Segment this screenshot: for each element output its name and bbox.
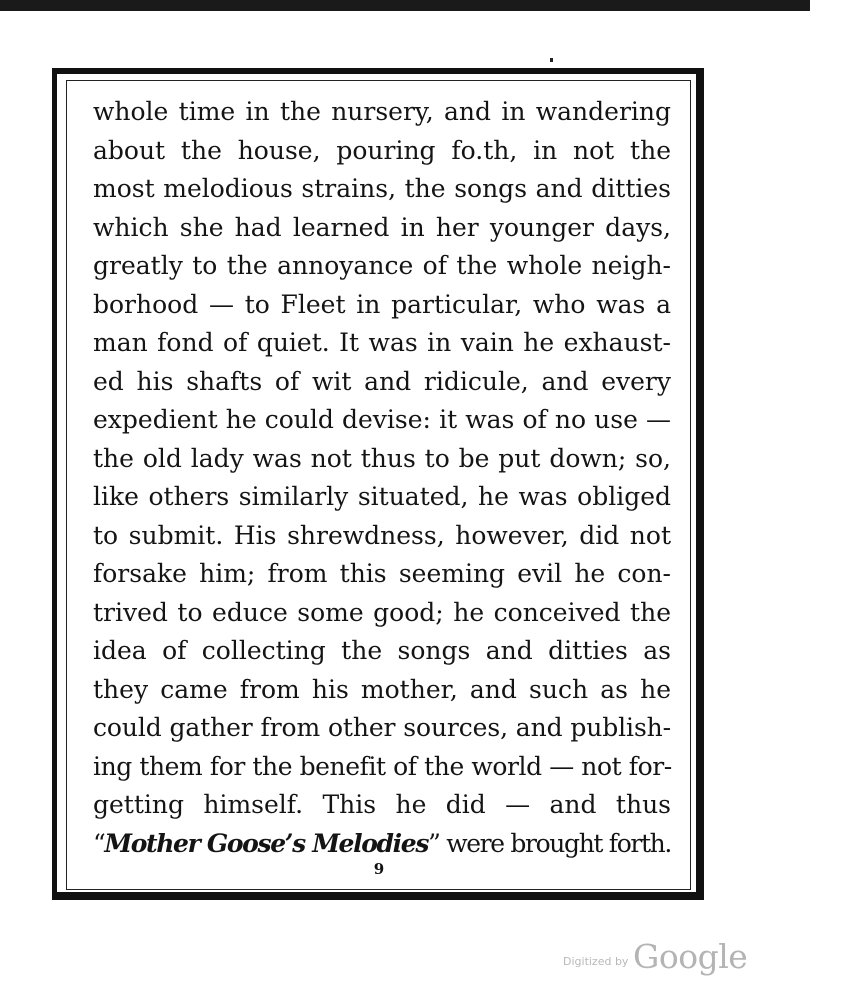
text-line: ed his shafts of wit and ridicule, and every xyxy=(93,366,671,396)
text-line: trived to educe some good; he conceived the xyxy=(93,597,671,627)
google-logo: Google xyxy=(633,937,748,976)
digitization-watermark xyxy=(563,937,748,977)
page-number: 9 xyxy=(373,860,385,878)
text-line: idea of collecting the songs and ditties as xyxy=(93,636,671,665)
text-line: could gather from other sources, and publish- xyxy=(93,713,671,742)
text-line: getting himself. This he did — and thus xyxy=(93,790,671,819)
text-line: man fond of quiet. It was in vain he exhaust- xyxy=(93,328,671,357)
close-quote: ” xyxy=(428,828,440,858)
text-line: most melodious strains, the songs and ditties xyxy=(93,174,671,203)
book-title: Mother Goose’s Melodies xyxy=(104,828,429,858)
digitized-by-label: Digitized by xyxy=(563,955,629,968)
top-edge-rule xyxy=(0,0,810,11)
text-line: borhood — to Fleet in particular, who was a xyxy=(93,289,671,319)
ink-speck xyxy=(550,58,553,62)
text-line: greatly to the annoyance of the whole neigh- xyxy=(93,251,671,280)
text-line: like others similarly situated, he was obliged xyxy=(93,482,671,511)
text-line: forsake him; from this seeming evil he con- xyxy=(93,559,671,588)
text-line: to submit. His shrewdness, however, did not xyxy=(93,520,671,550)
open-quote: “ xyxy=(93,828,105,858)
closing-text: were brought forth. xyxy=(439,828,671,858)
closing-line xyxy=(93,825,671,864)
text-line: which she had learned in her younger days, xyxy=(93,212,671,242)
text-line: about the house, pouring fo.th, in not the xyxy=(93,135,671,165)
text-line: ing them for the benefit of the world — not for- xyxy=(93,751,672,781)
text-line: the old lady was not thus to be put down; so, xyxy=(93,443,671,473)
text-line: expedient he could devise: it was of no use — xyxy=(93,405,671,434)
body-text xyxy=(93,93,671,863)
text-line: they came from his mother, and such as he xyxy=(93,674,671,704)
text-line: whole time in the nursery, and in wandering xyxy=(93,97,671,126)
